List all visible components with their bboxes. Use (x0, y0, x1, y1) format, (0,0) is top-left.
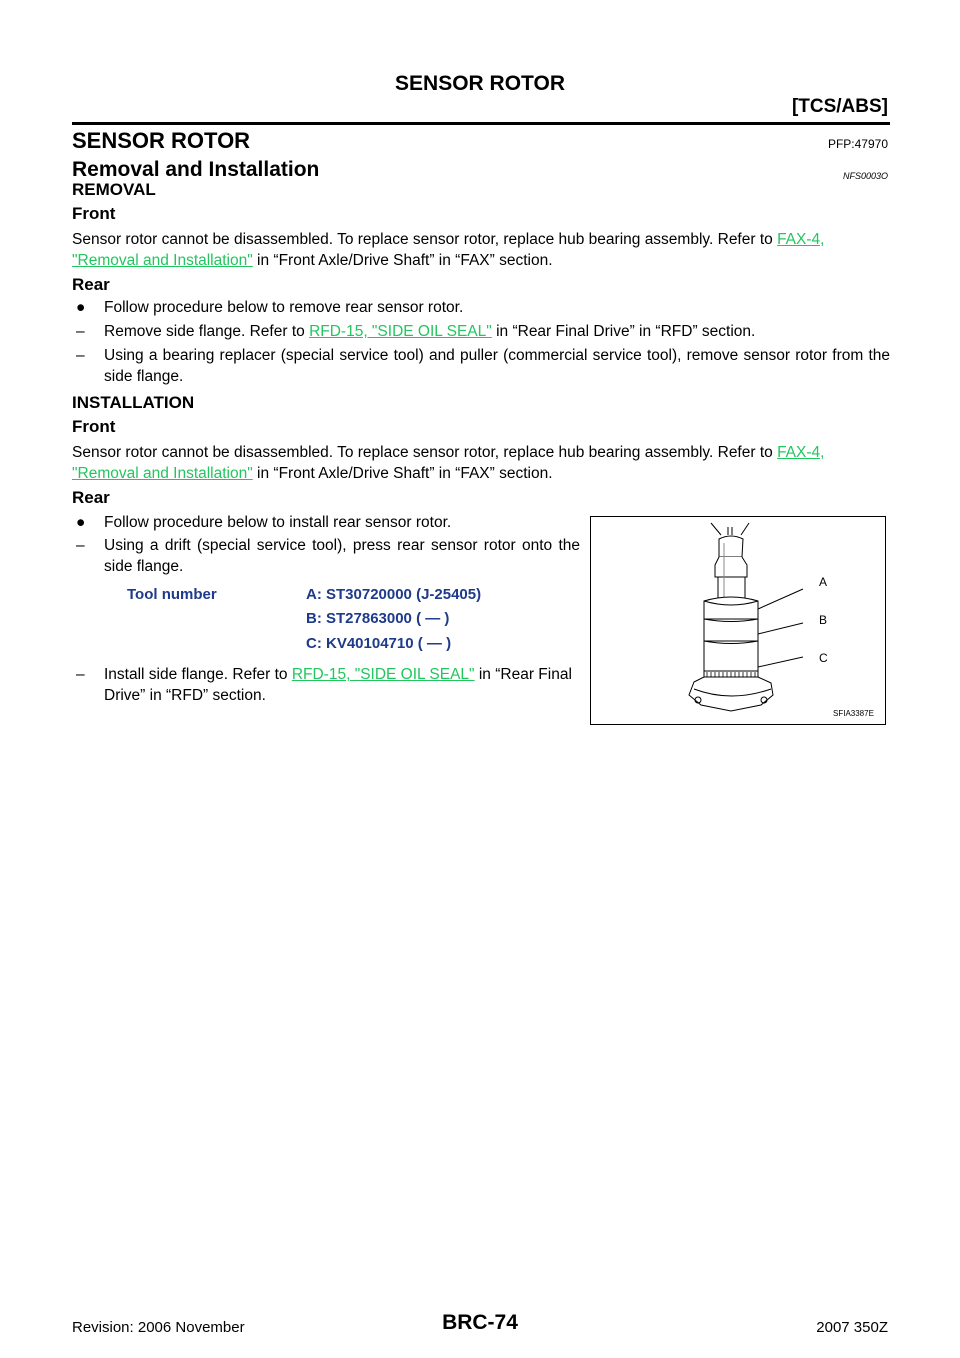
section-title: SENSOR ROTOR (72, 128, 251, 153)
part-code: PFP:47970 (827, 137, 888, 151)
drift-tool-illustration (591, 517, 884, 723)
rfd-link[interactable]: RFD-15, "SIDE OIL SEAL" (309, 323, 492, 340)
bullet-icon: ● (76, 514, 86, 531)
removal-front-text: Sensor rotor cannot be disassembled. To replace sensor rotor, replace hub bearing assembly. Refer to FAX-4, "Removal and Installation" in “Front Axle/Drive Shaft” in “FAX” section. (72, 231, 825, 269)
removal-step-2: Using a bearing replacer (special service tool) and puller (commercial service tool), remove sensor rotor from the side flange. (104, 347, 890, 385)
page-number: BRC-74 (442, 1311, 518, 1334)
removal-rear-heading: Rear (72, 275, 110, 294)
dash-icon: – (76, 537, 85, 554)
figure-label-b: B (819, 613, 828, 627)
figure-code: SFIA3387E (833, 709, 874, 718)
removal-installation-link[interactable]: "Removal and Installation" (72, 252, 253, 269)
header-divider (72, 122, 890, 125)
installation-step-1: Using a drift (special service tool), press rear sensor rotor onto the side flange. (104, 537, 580, 575)
removal-step-1: Remove side flange. Refer to RFD-15, "SIDE OIL SEAL" in “Rear Final Drive” in “RFD” section. (104, 323, 756, 340)
figure-label-a: A (819, 575, 828, 589)
dash-icon: – (76, 347, 85, 364)
installation-step-2: Install side flange. Refer to RFD-15, "SIDE OIL SEAL" in “Rear Final Drive” in “RFD” section. (104, 666, 572, 704)
removal-heading: REMOVAL (72, 180, 156, 199)
model-year: 2007 350Z (816, 1319, 888, 1336)
fax-link[interactable]: FAX-4, (777, 444, 825, 461)
subsection-title: Removal and Installation (72, 158, 320, 181)
page-header-title: SENSOR ROTOR (395, 72, 565, 95)
removal-rear-bullet: Follow procedure below to remove rear sensor rotor. (104, 299, 464, 316)
tool-number-label: Tool number (127, 586, 217, 603)
dash-icon: – (76, 666, 85, 683)
installation-rear-bullet: Follow procedure below to install rear sensor rotor. (104, 514, 452, 531)
revision-date: Revision: 2006 November (72, 1319, 245, 1336)
removal-installation-link[interactable]: "Removal and Installation" (72, 465, 253, 482)
installation-heading: INSTALLATION (72, 393, 195, 412)
tool-c: C: KV40104710 ( — ) (306, 635, 452, 652)
sensor-rotor-figure (590, 516, 886, 725)
tool-a: A: ST30720000 (J-25405) (306, 586, 482, 603)
installation-rear-heading: Rear (72, 488, 110, 507)
figure-label-c: C (819, 651, 828, 665)
removal-front-heading: Front (72, 204, 116, 223)
reference-code: NFS0003O (842, 171, 888, 181)
bullet-icon: ● (76, 299, 86, 316)
tool-b: B: ST27863000 ( — ) (306, 610, 450, 627)
rfd-link[interactable]: RFD-15, "SIDE OIL SEAL" (291, 666, 475, 683)
installation-front-text: Sensor rotor cannot be disassembled. To replace sensor rotor, replace hub bearing assembly. Refer to FAX-4, "Removal and Installation" in “Front Axle/Drive Shaft” in “FAX” section. (72, 444, 825, 482)
installation-front-heading: Front (72, 417, 116, 436)
section-tag: [TCS/ABS] (791, 96, 888, 117)
dash-icon: – (76, 323, 85, 340)
fax-link[interactable]: FAX-4, (777, 231, 825, 248)
